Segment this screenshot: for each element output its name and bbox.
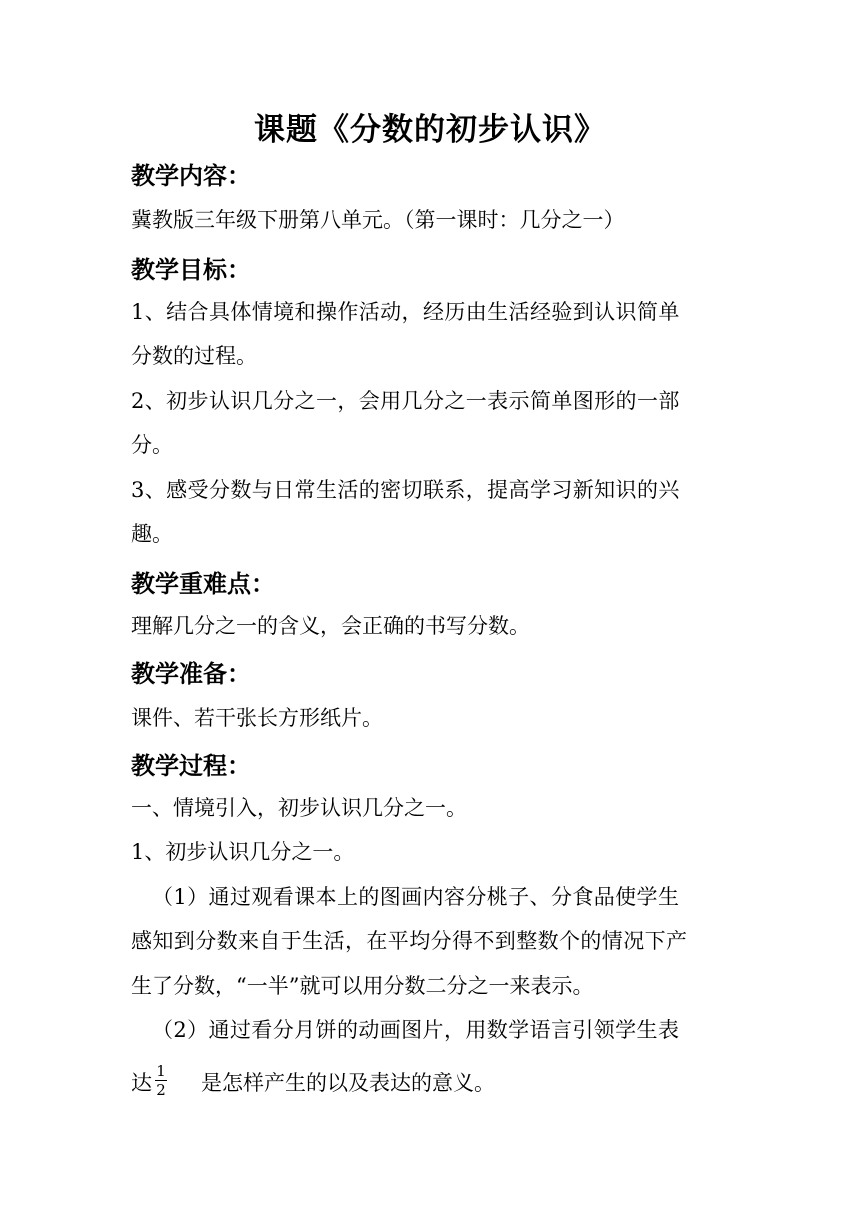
process-section-1: 一、情境引入，初步认识几分之一。 xyxy=(131,796,467,820)
goal-2-line-2: 分。 xyxy=(131,433,173,457)
heading-process: 教学过程： xyxy=(131,751,251,780)
heading-preparation: 教学准备： xyxy=(131,659,251,688)
process-sub-2-suffix: 是怎样产生的以及表达的意义。 xyxy=(201,1071,495,1095)
preparation-text: 课件、若干张长方形纸片。 xyxy=(131,706,383,730)
goal-3-line-1: 3、感受分数与日常生活的密切联系，提高学习新知识的兴 xyxy=(131,478,680,502)
heading-teaching-goals: 教学目标： xyxy=(131,255,251,284)
process-sub-1-line-1: （1）通过观看课本上的图画内容分桃子、分食品使学生 xyxy=(152,885,680,909)
process-sub-1-line-2: 感知到分数来自于生活，在平均分得不到整数个的情况下产 xyxy=(131,929,688,953)
fraction-denominator: 2 xyxy=(156,1081,166,1099)
process-sub-1-line-3: 生了分数，“一半”就可以用分数二分之一来表示。 xyxy=(131,974,594,998)
heading-key-points: 教学重难点： xyxy=(131,569,275,598)
goal-2-line-1: 2、初步认识几分之一，会用几分之一表示简单图形的一部 xyxy=(131,389,680,413)
process-sub-2-line-1: （2）通过看分月饼的动画图片，用数学语言引领学生表 xyxy=(152,1018,680,1042)
fraction-numerator: 1 xyxy=(156,1062,166,1080)
goal-1-line-2: 分数的过程。 xyxy=(131,344,257,368)
heading-teaching-content: 教学内容： xyxy=(131,161,251,190)
fraction-one-half xyxy=(155,1063,167,1098)
key-points-text: 理解几分之一的含义，会正确的书写分数。 xyxy=(131,614,530,638)
document-title: 课题《分数的初步认识》 xyxy=(254,112,606,148)
process-sub-2-prefix: 达 xyxy=(131,1071,152,1095)
goal-3-line-2: 趣。 xyxy=(131,522,173,546)
goal-1-line-1: 1、结合具体情境和操作活动，经历由生活经验到认识简单 xyxy=(131,300,680,324)
process-item-1: 1、初步认识几分之一。 xyxy=(131,840,355,864)
teaching-content-text: 冀教版三年级下册第八单元。（第一课时：几分之一） xyxy=(131,208,625,232)
